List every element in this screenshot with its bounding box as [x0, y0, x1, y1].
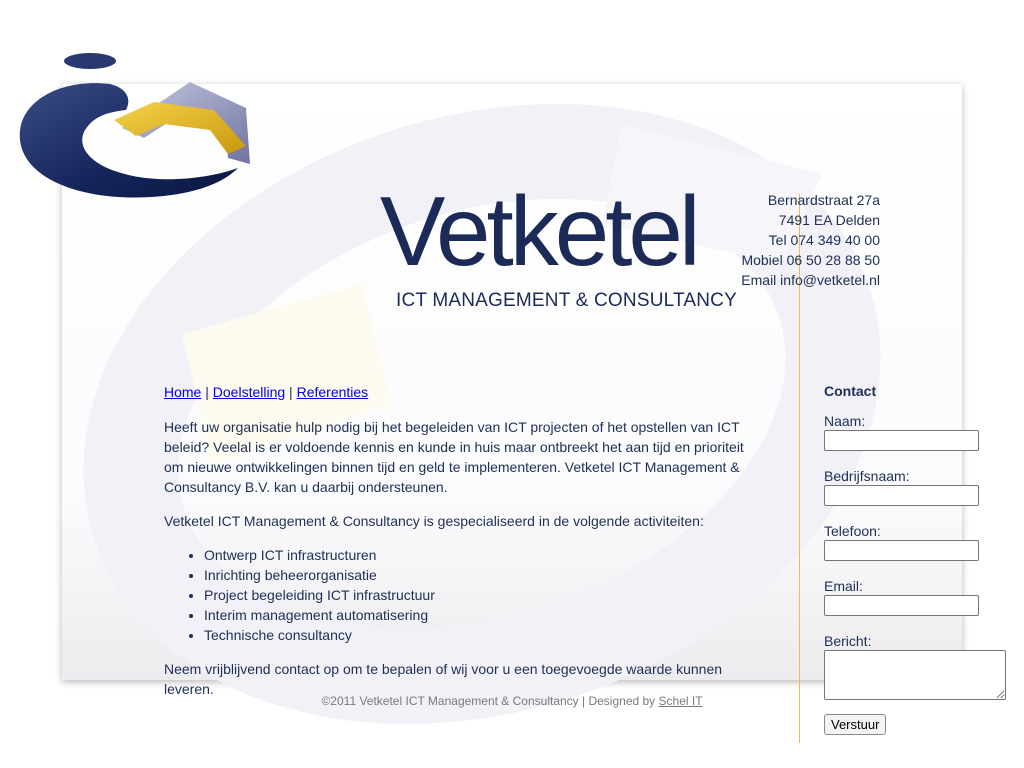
list-item: • Project begeleiding ICT infrastructuur: [204, 585, 754, 605]
email-field[interactable]: [824, 595, 979, 616]
name-label: Naam:: [824, 413, 866, 429]
main-nav: [164, 383, 368, 401]
nav-separator: |: [205, 384, 209, 400]
address-mobile: Mobiel 06 50 28 88 50: [741, 252, 880, 268]
brand-tagline: ICT MANAGEMENT & CONSULTANCY: [396, 290, 737, 311]
address-block: [640, 190, 880, 290]
brand-name: Vetketel: [380, 176, 697, 286]
footer-text: ©2011 Vetketel ICT Management & Consultancy | Designed by: [321, 694, 656, 708]
nav-link-doelstelling[interactable]: Doelstelling: [212, 384, 286, 400]
list-item: • Technische consultancy: [204, 625, 754, 645]
contact-title: Contact: [824, 383, 877, 399]
phone-label: Telefoon:: [824, 523, 881, 539]
nav-link-home[interactable]: Home: [164, 384, 202, 400]
message-label: Bericht:: [824, 633, 872, 649]
list-item: • Ontwerp ICT infrastructuren: [204, 545, 754, 565]
address-city: 7491 EA Delden: [778, 212, 880, 228]
closing-paragraph: Neem vrijblijvend contact op om te bepalen of wij voor u een toegevoegde waarde kunnen leveren.: [164, 661, 723, 697]
contact-form: [824, 382, 1024, 735]
company-label: Bedrijfsnaam:: [824, 468, 910, 484]
submit-button[interactable]: Verstuur: [824, 714, 886, 735]
vetketel-logo-icon: [14, 46, 276, 214]
address-street: Bernardstraat 27a: [767, 192, 880, 208]
email-label: Email:: [824, 578, 863, 594]
address-phone: Tel 074 349 40 00: [768, 232, 880, 248]
nav-separator: |: [289, 384, 293, 400]
company-field[interactable]: [824, 485, 979, 506]
activities-intro: Vetketel ICT Management & Consultancy is gespecialiseerd in de volgende activiteiten:: [164, 513, 704, 529]
footer: [0, 693, 1024, 709]
list-item: • Inrichting beheerorganisatie: [204, 565, 754, 585]
intro-paragraph: Heeft uw organisatie hulp nodig bij het begeleiden van ICT projecten of het opstellen van ICT beleid? Veelal is er voldoende kennis en kunde in huis maar ontbreekt het aan tijd en prioriteit om nieuwe ontwikkelingen binnen tijd en geld te implementeren. Vetketel ICT Management & Consultancy B.V. kan u daarbij ondersteunen.: [164, 419, 744, 495]
activities-list: [164, 545, 754, 645]
address-email: Email info@vetketel.nl: [741, 272, 880, 288]
main-content: [164, 417, 754, 713]
phone-field[interactable]: [824, 540, 979, 561]
list-item: • Interim management automatisering: [204, 605, 754, 625]
name-field[interactable]: [824, 430, 979, 451]
nav-link-referenties[interactable]: Referenties: [296, 384, 369, 400]
footer-designer-link[interactable]: Schel IT: [658, 694, 703, 708]
